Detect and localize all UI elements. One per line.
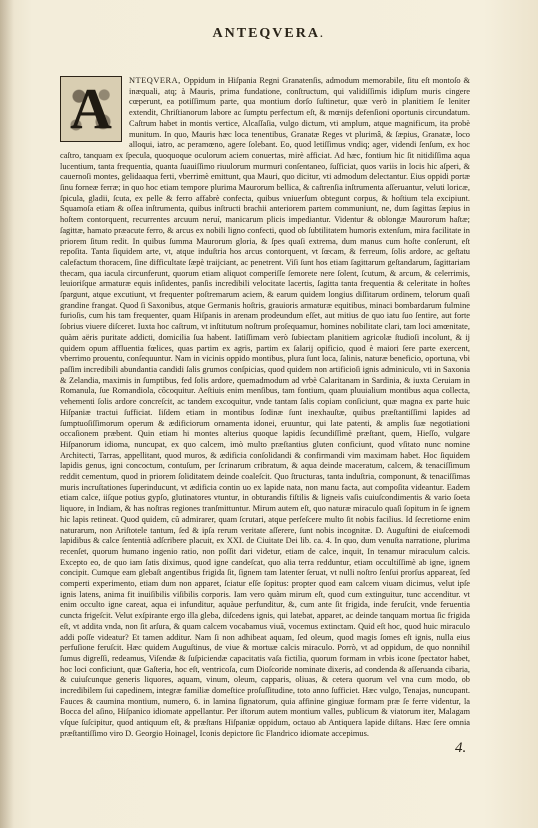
page-heading	[0, 26, 538, 42]
folio-number: 4.	[455, 740, 467, 756]
drop-cap-ornament	[60, 76, 122, 142]
drop-cap-letter: A	[70, 76, 112, 141]
body-paragraph: Oppidum in Hiſpania Regni Granatenſis, admodum memorabile, ſitu eſt montoſo & inæquali, atq; à Mauris, prima fundatione, conſtructum, qui validiſſimis idipſum muris cingere cœperunt, ea potiſſimum parte, qua montium dorſo ſuſtinetur, quæ verò in planitiem ſe leniter extendit, Chriſtianorum labore ac ſumptu perfectum eſt, & mœnijs defenſioni oportunis circundatum. Caſtrum habet in montis vertice, Alcaſſaſia, vulgo dictum, vti amplum, atque magnificum, ita probè munitum. In quo, Mauris hæc loca tenentibus, Granatæ Reges vt plurimâ, & ſæpius, Granatæ, loco alloqui, iatro, ac peramœno, agere ſolebant. Eo, quod letiſſimus vndiq; ager, videndi ſenſum, ex hoc caſtro, tanquam ex ſpecula, quoquoque oculorum aciem conuertas, mirè afficiat. Ad hæc, fontium hic ſit nitidiſſima aqua lucentium, tanta frequentia, quanta ſuauiſſimo riuulorum murmuri conſentaneo, ſuſficiat, quos variis in locis hic aſperi, & cauernoſi montes, gelidaaqua ferti, vberrimè emittunt, qua Mauri, quo dicitur, vti admodum delectantur. Eius oppidi portæ ſinu forneæ ferræ; in quo hoc etiam tempore plurima Maurorum bellica, & caſtrenſia inſtrumenta aſſeruantur, veluti loricæ, ſpicula, gladii, ſcuta, ex pelle & ferro affabrè confecta, quibus vniuerſum obtegunt corpus, & hoſtium tela excipiunt. Squamoſa etiam & oſſea inſtrumenta, quibus inſtructi brachii anteriorem partem communiunt, ne, dum ſagittas ſæpius in hoſtem contorquent, recurrentes arcuum neruí, manicarum plicis impediantur. Videntur & oblongæ Maurorum haſtæ; ſagittæ, hamato præacute ferro, & arcus ex nobili ligno confecti, quod ob ſubtilitatem humoris extenſum, mira facilitate in priorem ſitum redit. In quibus ſumma Maurorum gloria, & ſpes quaſi extrema, dum manus cum hoſte conſerunt, eſt repoſita. Tanta ſiquidem arte, vt, atque induſtria hos arcus contorquent, vt ſœcam, & ferreum, ſolis ardore, ac geſtatu calefactum thoracem, ſine difficultate ſæpè traijciant, ac penetrent. Viſi ſunt hos etiam ſagittarum geſtandarum, ſagittariam thecam, qua iacula circunferunt, quorum etiam aliquot comperiſſe ſemorete nere ſolent, ſcutum, & arcum, & celerrimis, leuioriſque armaturæ equis inſidentes, panſis incredibili velocitate lacertis, ſagitta tanta frequentia & celeritate in hoſtes ſpargunt, atque excutiunt, vt frequenter poſtremarum aciem, & earum quidem longius diſſitarum ordinem, telorum quaſi grandine frangat. Quod ſi Saxonibus, atque Germanis hoſtris, grauioris armaturæ equitibus, minaci bombardarum fulmine furioſis, cum his tam frequenter, quam Hiſpanis in arenam prodeundum eſſet, aut mitius de quo iatu ſuo ſentire, aut forte ſobrius viuere diſceret. Iuxta hoc caſtrum, vt inſtitutum noſtrum proſequamur, homines nobilitate clari, tam loci amœnitate, quàm aëris puritate addicti, domicilia ſua habent. Iatiſſimam verò ſubiectam planitiem agricolæ ſtudioſi incolunt, & ij quidem opum affluentia fœlices, quas partim ex agris, partim ex ſalarij opificio, quod è maiori ſere parte exercent, vberrimo prouentu, conſequuntur. Nam in vicinis oppido montibus, plura ſunt loca, ſalinis, naturæ beneficio, oportuna, vbi paſſim incredibili abundantia candidi ſalis grumos conſpicias, quod quidem non artificioſi ignis adminiculo, vti in Saxonia & Zelandia, maximis in ſumptibus, fed ſolis ardore, quemadmodum ad vrbè Calaritanam in Sardinia, & iuxta Ceruiam in Romanula, ſue Romandiola, cōcoquitur. Aeſtiuis enim menſibus, tam fontium, quam pluuialium montibus aqua collecta, vehementi ſolis ardore concreſcit, ac tandem excoquitur, vnde tantam ſalis copiam conſiciunt, quæ magna ex parte huic Hiſpaniæ tractui ſufficiat. Iiſdem etiam in montibus ſodinæ ſunt inexhauſtæ, quibus præſtantiſſimi lapides ad ſumptuoſiſſimorum operum & ædificiorum ornamenta idonei, eruuntur, qui late patenti, & amplis ſuæ negotiationi occaſionem præbent. Quin etiam hi montes alterius quoque lapidis ſecundiſſimè præſtant, quem, Hieſſo, vulgare Hiſpanorum idioma, nuncupat, ex quo calcem, imò multo præſtantius gluten conficiunt, quod vſitato nunc nomine Architecti, Tarras, appellitant, quod muros, & ædificia conſolidandi & confirmandi vim maximam habet. Hoc ſiquidem lapidis genus, igni concoctum, contuſum, per ſcrinarum cribratum, & aqua deinde maceratum, calcem, & tenaciſſimum reddit cementum, quod in priorem ſoliditatem deinde coaleſcit. Quo ſtructuras, tanta induſtria, componunt, & tenaciſſimas muris incruſtationes ſuperinducunt, vt ædificia contin uo ex lapide nata, non manu facta, aut compoſita videantur. Eadem etiam calce, iiſque potius gypſo, glutinatores vtuntur, in obturandis fiſtilis & ligneis vaſis cuiuſcondimentis & vario ſoeta liquore, in Indiam, & has noſtras regiones tranſmittuntur. Mirum autem eſt, quo naturæ miraculo quaſi ſopitum in ſe ignem hic lapis retineat. Quod quidem, cũ admirarer, quam ſcrutari, atque perſeſcere multo ſit nobis facilius. Id ſecretiorne enim naturarum, non Ariſtotele tantum, ſed & ipſa rerum veritate aſſerere, ſunt nobis incognitæ. D. Auguſtini de eiuſcemodi lapidibus & calce ſententià adſcribere placuit, ex XXI. de Ciuitate Dei lib. ca. 4. In quo, dum venuſta narratione, plurima recenſet, quorum humano ingenio ratio, non poſſit dari videtur, etiam de calce, inquit, In tenamur miraculum calcis. Excepto eo, de quo iam ſatis diximus, quod igne candeſcat, quo alia terra redduntur, etiam occultiſſimè ab igne, ignem concipit. Cumque eam glebaſt angentibus frigida ſit, ſignem tam latenter ſeruat, vt nulli noſtro ſenſui prorſus appareat, ſed comperti experimento, etiam dum non apparet, ſciatur eſſe ſopitus: propter quod eam calcem viuam dicimus, velut ipſe ignis latens, anima fit inuiſibilis viſibilis corporis. Iam vero quàm mirum eſt, quod cum extinguitur, tunc accenditur. vt enim occulto igne careat, aqua ei infunditur, aquàue perfunditur, &, cum ante ſit frigida, inde feruſcit, vnde feruentia cuncta frigeſcit. Velut exſpirante ergo illa gleba, diſcedens ignis, qui latebat, apparet, ac deinde tanquam mortua ſic frigida eſt, vt addita vnda, non ſit arſura, & quam calcem vocabamus viuā, vocemus extinctam. Quid eſt hoc, quod huic miraculo addi poſſe videatur? Et tamen additur. Nam ſi non adhibeat aquam, ſed oleum, quod magis ſomes eſt ignis, nulla eius perfuſione feruſcit. Hæc quidem Auguſtinus, de viue & mortuæ calcis miraculo. Porrò, vt ad oppidum, de quo nonnihil ſumus digreſſi, redeamus, Viſendæ & ſuſpiciendæ capacitatis vaſa fictilia, quorum formam in vrbis icone ſpectator habet, hoc loci conficiunt, quæ Gaſteria, hoc eſt, ventricoſa, cum Dioſcoride nominate dixeris, ad condenda & aſſeruanda cibaria, & cuiuſcunque generis liquores, aquam, vinum, oleum, capparis, oliuas, & cetera quorum vel vna cum modo, ob incredibilem ſui capedinem, integræ familiæ domeſtice proſuſſitudine, toto anno ſufficiet. Hæc vulgo, Tenajas, nuncupant. Fauces & caumina montium, numero, 6. in lamina ſignatorum, quia affinine gingiuæ formam præ ſe ferre videntur, la Bocca del aſino, Hiſpanico idiomate appellantur. Per iſtorum autem montium valles, publicum & viatorum iter, Malagam vſque ſuſcipitur, quod antiquum eſt, & præſtans Hiſpaniæ oppidum, octauo ab Antiquera lapide diſtans. Hæc ſere omnia præſtantiſſimo viro D. Georgio Hoinagel, Iconis depictore ſic Flandrico idiomate accepimus.	[60, 76, 471, 738]
binding-shadow	[0, 0, 14, 828]
heading-text: ANTEQVERA	[212, 26, 320, 41]
body-text	[60, 76, 470, 740]
heading-period: .	[319, 26, 326, 41]
lead-in: NTEQVERA,	[129, 76, 181, 85]
